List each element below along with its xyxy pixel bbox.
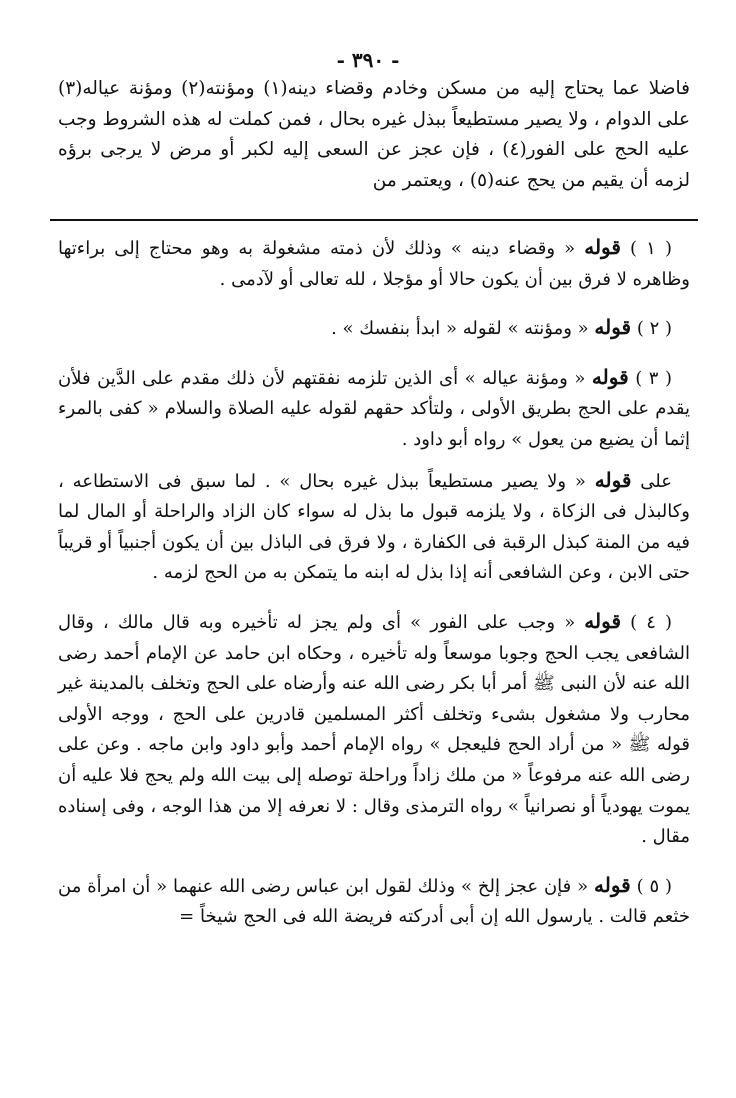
footnote-3-continuation — [58, 465, 690, 589]
footnote-3 — [58, 362, 690, 456]
footnote-keyword: قوله — [594, 872, 631, 897]
footnote-2 — [58, 312, 690, 345]
footnote-keyword: قوله — [591, 364, 629, 389]
footnote-number: ( ٣ ) — [635, 367, 672, 389]
footnote-text: « ومؤنة عياله » أى الذين تلزمه نفقتهم لأن ذلك مقدم على الدَّين فلأن يقدم على الحج بطريق الأولى ، ولتأكد حقهم لقوله عليه الصلاة والسلام « كفى بالمرء إثما أن يضيع من يعول » رواه أبو داود . — [58, 367, 690, 450]
footnote-1 — [58, 232, 690, 295]
footnote-text: « وجب على الفور » أى ولم يجز له تأخيره وبه قال مالك ، وقال الشافعى يجب الحج وجوبا موسعاً وله تأخيره ، وحكاه ابن حامد عن الإمام أحمد رضى الله عنه لأن النبى ﷺ أمر أبا بكر رضى الله عنه وأرضاه على الحج وتخلف بالمدينة غير محارب ولا مشغول بشىء وتخلف أكثر المسلمين قادرين على الحج ، ووجه الأولى قوله ﷺ « من أراد الحج فليعجل » رواه الإمام أحمد وأبو داود وابن ماجه . وعن على رضى الله عنه مرفوعاً « من ملك زاداً وراحلة توصله إلى بيت الله ولم يحج فلا عليه أن يموت يهودياً أو نصرانياً » رواه الترمذى وقال : لا نعرفه إلا من هذا الوجه ، وفى إسناده مقال . — [58, 611, 690, 848]
footnote-number: ( ٢ ) — [636, 318, 672, 340]
footnote-number: ( ٤ ) — [630, 611, 672, 633]
footnote-keyword: قوله — [594, 315, 632, 340]
footnote-number: ( ٥ ) — [636, 875, 672, 897]
footnote-text: « ومؤنته » لقوله « ابدأ بنفسك » . — [331, 318, 589, 340]
main-text: فاضلا عما يحتاج إليه من مسكن وخادم وقضاء دينه(١) ومؤنته(٢) ومؤنة عياله(٣) على الدوام ، ولا يصير مستطيعاً ببذل غيره بحال ، فمن كملت له هذه الشروط وجب عليه الحج على الفور(٤) ، فإن عجز عن السعى إليه لكبر أو مرض لا يرجى برؤه لزمه أن يقيم من يحج عنه(٥) ، ويعتمر من — [58, 78, 690, 191]
footnote-keyword: قوله — [584, 608, 622, 633]
footnote-text: « وقضاء دينه » وذلك لأن ذمته مشغولة به وهو محتاج إلى براءتها وظاهره لا فرق بين أن يكون حالا أو مؤجلا ، لله تعالى أو لآدمى . — [58, 238, 690, 290]
footnote-5 — [58, 870, 690, 933]
footnote-text: « ولا يصير مستطيعاً ببذل غيره بحال » . لما سبق فى الاستطاعه ، وكالبذل فى الزكاة ، ولا يلزمه قبول ما بذل له سواء كان الزاد والراحلة أو المال لما فيه من المنة كبذل الرقبة فى الكفارة ، ولا فرق فى الباذل بين أن يكون أجنبياً أو قريباً حتى الابن ، وعن الشافعى أنه إذا بذل له ابنه ما يتمكن به من الحج لزمه . — [58, 470, 690, 584]
footnote-divider — [50, 219, 698, 221]
footnote-keyword: قوله — [584, 235, 621, 259]
footnote-text: « فإن عجز إلخ » وذلك لقول ابن عباس رضى الله عنهما « أن امرأة من خثعم قالت . يارسول الله إن أبى أدركته فريضة الله فى الحج شيخاً = — [58, 875, 690, 928]
page-number: - ٣٩٠ - — [336, 48, 400, 72]
footnote-keyword: قوله — [594, 467, 632, 492]
footnotes — [58, 232, 690, 950]
footnote-4 — [58, 606, 690, 853]
footnote-number: ( ١ ) — [630, 238, 672, 259]
footnote-lead: على — [640, 470, 672, 492]
